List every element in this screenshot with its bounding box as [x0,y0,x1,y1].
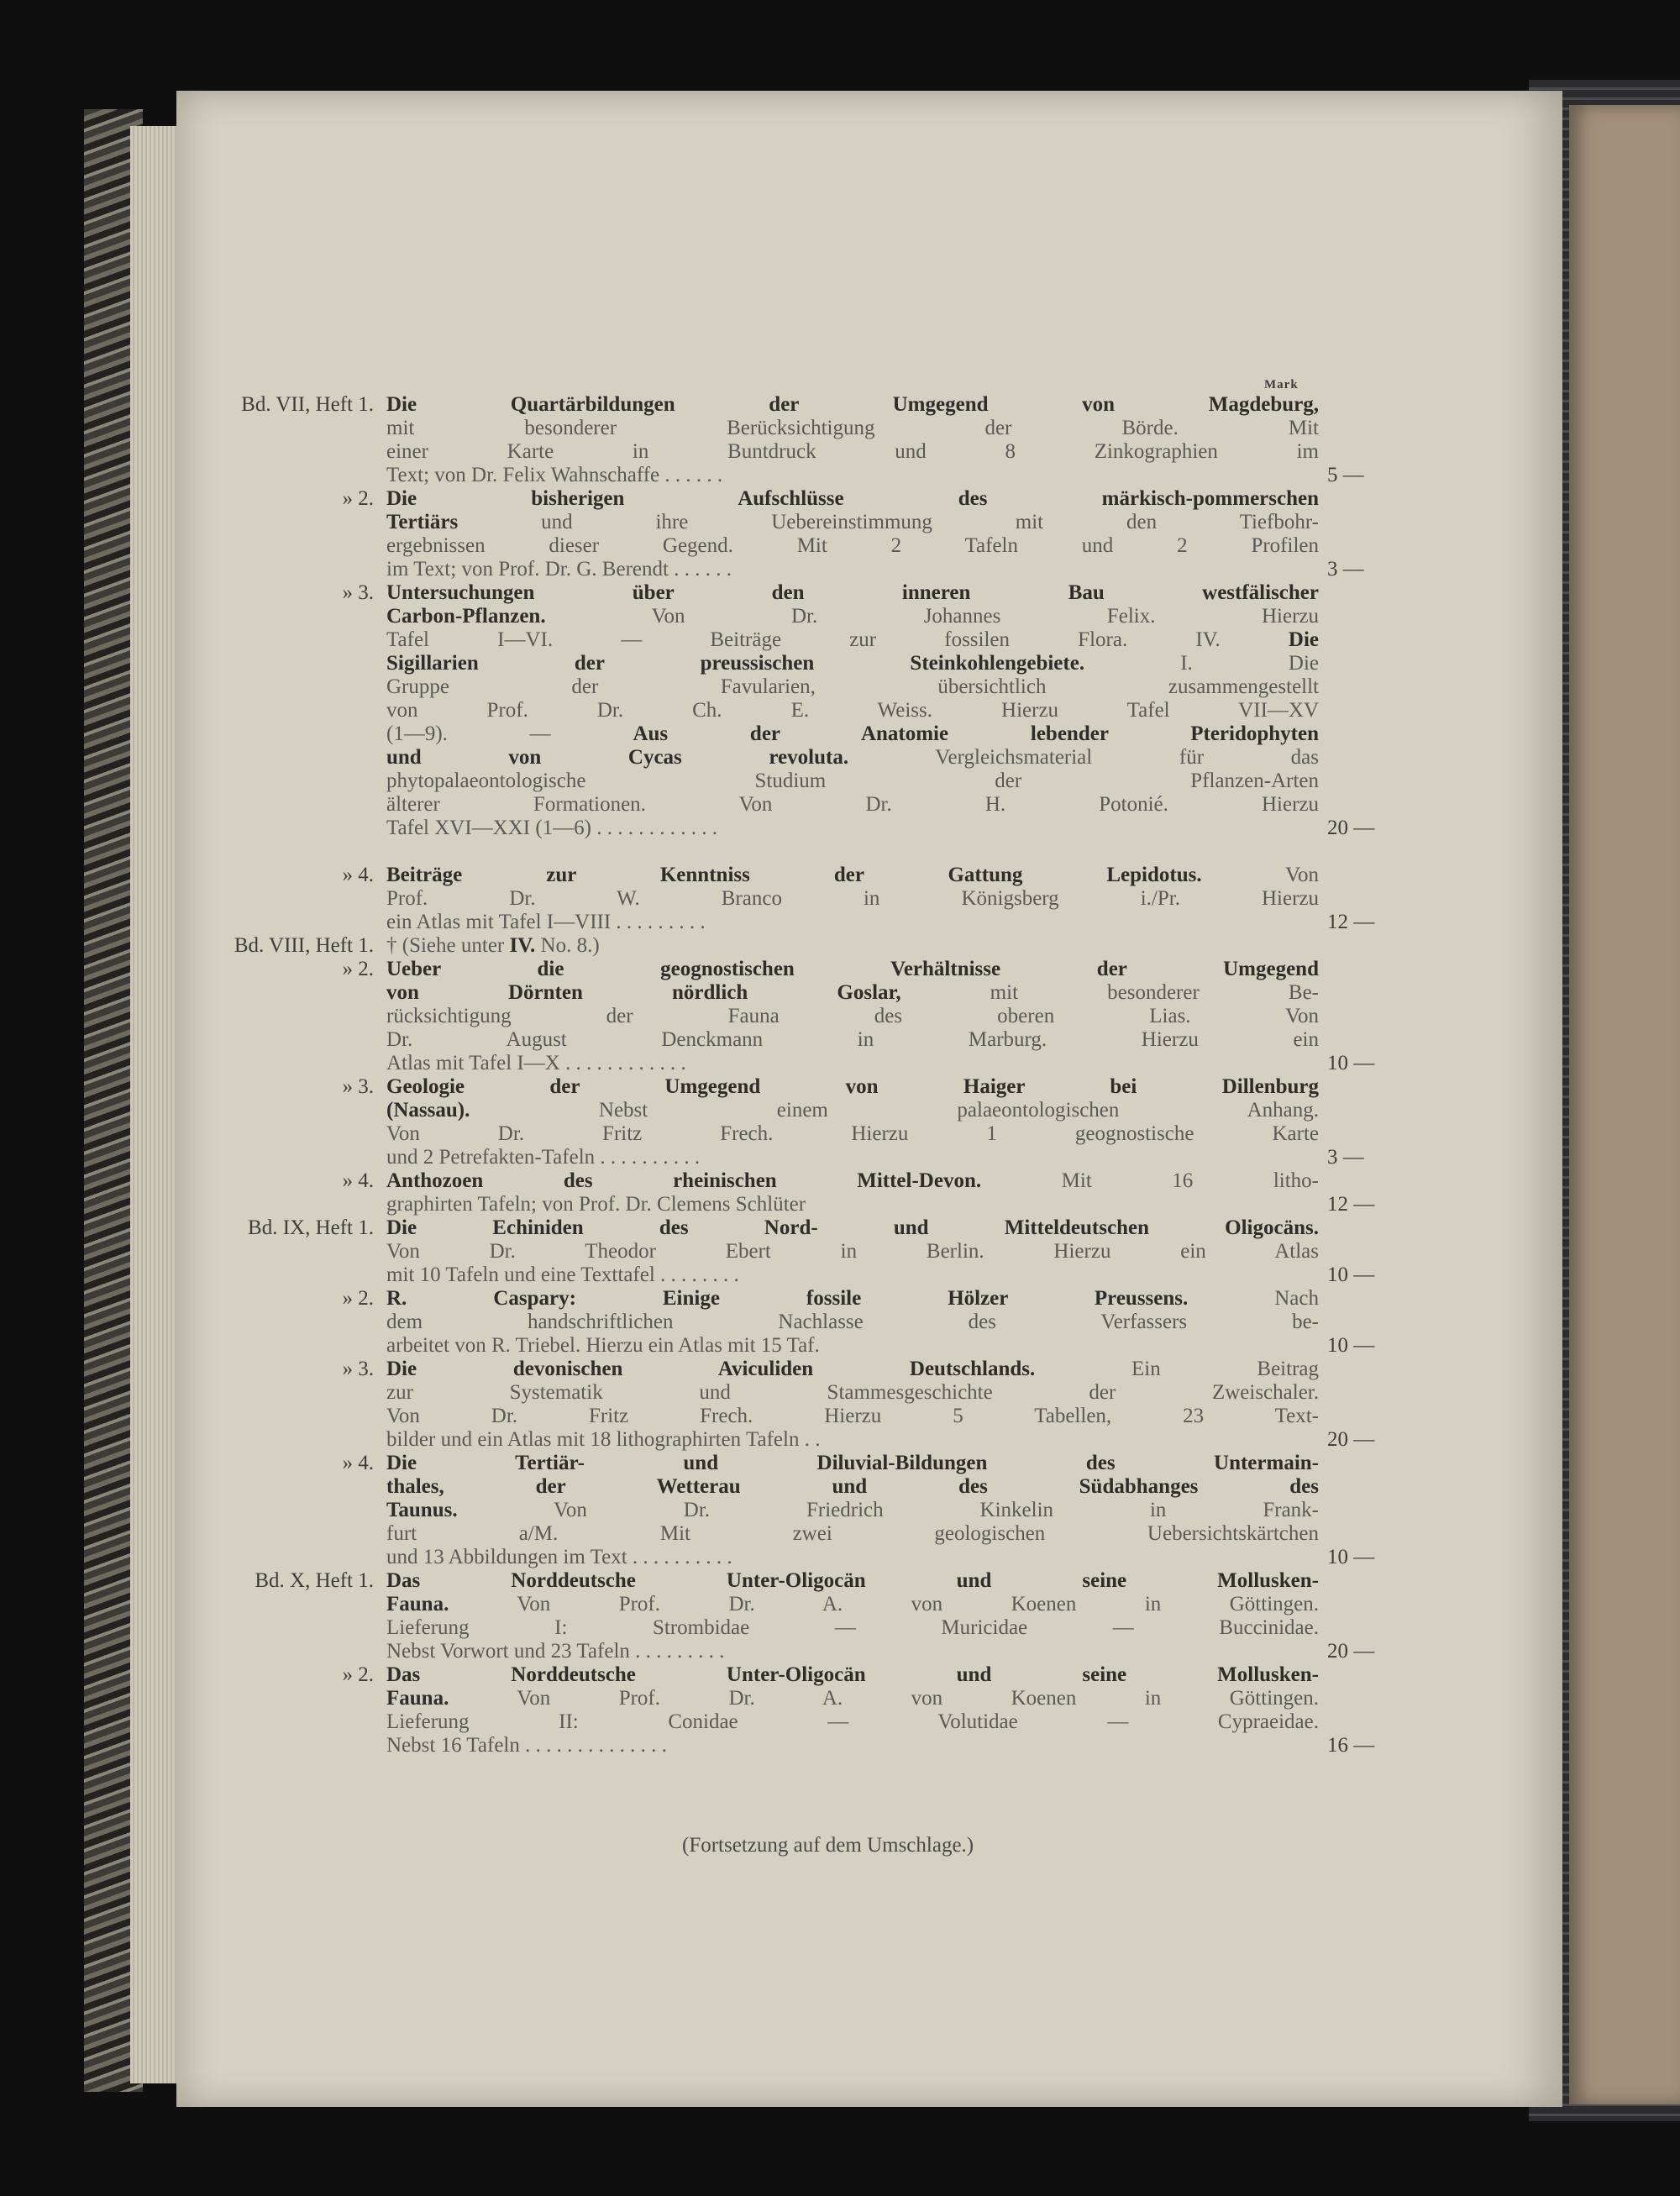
toc-entry [342,1663,1375,1757]
toc-entry [342,1169,1375,1216]
entry-text-line: von Prof. Dr. Ch. E. Weiss. Hierzu Tafel VII—XV [386,699,1319,722]
toc-entry [342,1075,1364,1169]
entry-text-line: Nebst 16 Tafeln . . . . . . . . . . . . . . [386,1734,667,1757]
price-mark: 12 — [1327,1193,1375,1216]
toc-entry [241,393,1364,487]
volume-heft-label: Bd. VIII, Heft 1. [234,934,374,957]
volume-heft-label: » 3. [342,581,374,604]
entry-text-line: Von Dr. Fritz Frech. Hierzu 5 Tabellen, 23 Text- [386,1405,1319,1427]
entry-text-line: Geologie der Umgegend von Haiger bei Dillenburg [386,1075,1319,1098]
price-mark: 20 — [1327,1428,1375,1451]
entry-text-line: thales, der Wetterau und des Südabhanges des [386,1475,1319,1498]
price-mark: 12 — [1327,911,1375,933]
entry-text-line: Prof. Dr. W. Branco in Königsberg i./Pr. Hierzu [386,887,1319,910]
entry-text-line: Die Tertiär- und Diluvial-Bildungen des Untermain- [386,1452,1319,1474]
volume-heft-label: » 2. [342,487,374,510]
entry-text-line: Die devonischen Aviculiden Deutschlands. Ein Beitrag [386,1358,1319,1380]
entry-text-line: Gruppe der Favularien, übersichtlich zusammengestellt [386,675,1319,698]
price-mark: 3 — [1327,558,1364,581]
volume-heft-label: » 4. [342,1452,374,1474]
entry-text-line: † (Siehe unter IV. No. 8.) [386,934,600,957]
entry-text-line: rücksichtigung der Fauna des oberen Lias. Von [386,1005,1319,1027]
price-mark: 10 — [1327,1263,1375,1286]
volume-heft-label: Bd. IX, Heft 1. [248,1216,374,1239]
entry-text-line: und von Cycas revoluta. Vergleichsmaterial für das [386,746,1319,769]
entry-text-line: Sigillarien der preussischen Steinkohlengebiete. I. Die [386,652,1319,675]
entry-text-line: Von Dr. Theodor Ebert in Berlin. Hierzu ein Atlas [386,1240,1319,1263]
entry-text-line: von Dörnten nördlich Goslar, mit besonderer Be- [386,981,1319,1004]
entry-text-line: Das Norddeutsche Unter-Oligocän und seine Mollusken- [386,1569,1319,1592]
entry-text-line: ergebnissen dieser Gegend. Mit 2 Tafeln und 2 Profilen [386,534,1319,557]
entry-text-line: älterer Formationen. Von Dr. H. Potonié. Hierzu [386,793,1319,816]
price-mark: 10 — [1327,1334,1375,1357]
volume-heft-label: » 2. [342,1287,374,1310]
toc-entry [342,1358,1375,1452]
price-mark: 20 — [1327,817,1375,839]
entry-text-line: Text; von Dr. Felix Wahnschaffe . . . . . . [386,464,723,486]
entry-text-line: Untersuchungen über den inneren Bau westfälischer [386,581,1319,604]
entry-text-line: Tafel I—VI. — Beiträge zur fossilen Flora. IV. Die [386,628,1319,651]
volume-heft-label: » 4. [342,864,374,886]
entry-text-line: mit besonderer Berücksichtigung der Börde. Mit [386,417,1319,439]
entry-text-line: und 2 Petrefakten-Tafeln . . . . . . . . . . [386,1146,701,1169]
volume-heft-label: Bd. X, Heft 1. [255,1569,374,1592]
volume-heft-label: » 3. [342,1075,374,1098]
volume-heft-label: » 3. [342,1358,374,1380]
entry-text-line: bilder und ein Atlas mit 18 lithographirten Tafeln . . [386,1428,821,1451]
volume-heft-label: » 4. [342,1169,374,1192]
price-mark: 5 — [1327,464,1364,486]
price-mark: 16 — [1327,1734,1375,1757]
entry-text-line: und 13 Abbildungen im Text . . . . . . . . . . [386,1546,732,1568]
entry-text-line: Ueber die geognostischen Verhältnisse der Umgegend [386,958,1319,980]
toc-entry [248,1216,1375,1287]
price-mark: 10 — [1327,1052,1375,1074]
entry-text-line: Die Quartärbildungen der Umgegend von Magdeburg, [386,393,1319,416]
entry-text-line: Nebst Vorwort und 23 Tafeln . . . . . . . . . [386,1640,725,1663]
entry-text-line: phytopalaeontologische Studium der Pflanzen-Arten [386,770,1319,792]
entry-text-line: (1—9). — Aus der Anatomie lebender Pteridophyten [386,722,1319,745]
entry-text-line: arbeitet von R. Triebel. Hierzu ein Atlas mit 15 Taf. [386,1334,820,1357]
entry-text-line: Die bisherigen Aufschlüsse des märkisch-pommerschen [386,487,1319,510]
entry-text-line: Fauna. Von Prof. Dr. A. von Koenen in Göttingen. [386,1687,1319,1710]
price-mark: 10 — [1327,1546,1375,1568]
entry-text-line: Fauna. Von Prof. Dr. A. von Koenen in Göttingen. [386,1593,1319,1615]
entry-text-line: Das Norddeutsche Unter-Oligocän und seine Mollusken- [386,1663,1319,1686]
toc-entry [255,1569,1375,1663]
entry-text-line: Lieferung II: Conidae — Volutidae — Cypraeidae. [386,1710,1319,1733]
entry-text-line: mit 10 Tafeln und eine Texttafel . . . . . . . . [386,1263,739,1286]
entry-text-line: Dr. August Denckmann in Marburg. Hierzu ein [386,1028,1319,1051]
entry-text-line: Tafel XVI—XXI (1—6) . . . . . . . . . . . . [386,817,718,839]
entry-text-line: graphirten Tafeln; von Prof. Dr. Clemens Schlüter [386,1193,806,1216]
price-mark: 20 — [1327,1640,1375,1663]
entry-text-line: Tertiärs und ihre Uebereinstimmung mit den Tiefbohr- [386,511,1319,533]
entry-text-line: im Text; von Prof. Dr. G. Berendt . . . . . . [386,558,732,581]
toc-entry [342,1452,1375,1569]
toc-entry [342,1287,1375,1358]
toc-entry [342,581,1375,840]
entry-text-line: Von Dr. Fritz Frech. Hierzu 1 geognostische Karte [386,1122,1319,1145]
entry-text-line: Anthozoen des rheinischen Mittel-Devon. Mit 16 litho- [386,1169,1319,1192]
entry-text-line: zur Systematik und Stammesgeschichte der Zweischaler. [386,1381,1319,1404]
toc-entry [342,864,1375,934]
entry-text-line: ein Atlas mit Tafel I—VIII . . . . . . . . . [386,911,706,933]
toc-entry [234,934,1319,958]
entry-text-line: dem handschriftlichen Nachlasse des Verfassers be- [386,1311,1319,1333]
price-column-header: Mark [1264,378,1299,391]
continuation-note: (Fortsetzung auf dem Umschlage.) [682,1834,974,1857]
entry-text-line: Lieferung I: Strombidae — Muricidae — Buccinidae. [386,1616,1319,1639]
entry-text-line: Beiträge zur Kenntniss der Gattung Lepidotus. Von [386,864,1319,886]
volume-heft-label: » 2. [342,1663,374,1686]
toc-entry [342,958,1375,1075]
entry-text-line: Atlas mit Tafel I—X . . . . . . . . . . . . [386,1052,686,1074]
entry-text-line: furt a/M. Mit zwei geologischen Uebersichtskärtchen [386,1522,1319,1545]
volume-heft-label: » 2. [342,958,374,980]
entry-text-line: Taunus. Von Dr. Friedrich Kinkelin in Frank- [386,1499,1319,1521]
entry-text-line: einer Karte in Buntdruck und 8 Zinkographien im [386,440,1319,463]
entry-text-line: R. Caspary: Einige fossile Hölzer Preussens. Nach [386,1287,1319,1310]
entry-text-line: Carbon-Pflanzen. Von Dr. Johannes Felix. Hierzu [386,605,1319,628]
toc-entry [342,487,1364,581]
price-mark: 3 — [1327,1146,1364,1169]
entry-text-line: (Nassau). Nebst einem palaeontologischen Anhang. [386,1099,1319,1122]
volume-heft-label: Bd. VII, Heft 1. [241,393,374,416]
entry-text-line: Die Echiniden des Nord- und Mitteldeutschen Oligocäns. [386,1216,1319,1239]
